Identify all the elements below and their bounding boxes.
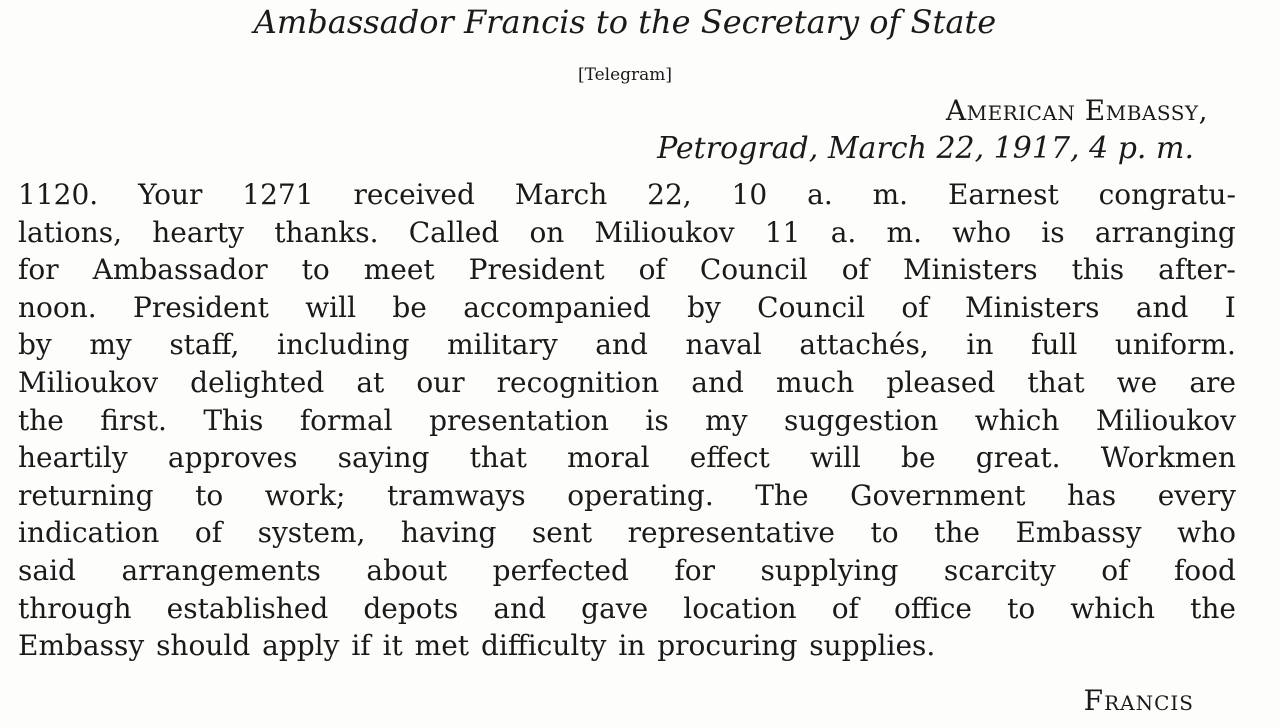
body-word: gave [581,591,649,625]
body-word: first. [100,403,167,437]
body-word: of [831,591,859,625]
body-word: m. [872,178,909,211]
sender-line: American Embassy, [945,94,1208,127]
body-word: are [1189,365,1236,399]
body-word: my [705,403,748,437]
body-word: which [1070,591,1155,625]
body-word: of [1101,553,1129,587]
body-word: for [18,253,59,287]
body-line [18,590,1236,628]
body-word: accompanied [463,290,651,324]
body-word: in [966,328,994,362]
body-word: for [674,553,715,587]
body-word: work; [264,478,346,512]
body-word: has [1067,478,1117,512]
body-word: President [468,253,605,287]
body-word: great. [975,441,1061,475]
body-word: my [89,328,132,362]
body-word: every [1157,478,1236,512]
body-word: uniform. [1114,328,1236,362]
body-word: perfected [492,553,629,587]
body-word: having [400,516,497,550]
body-word: suggestion [783,403,939,437]
body-word: system, [257,516,366,550]
body-word: presentation [429,403,609,437]
body-word: and [1135,290,1189,324]
body-word: staff, [169,328,240,362]
body-line [18,552,1236,590]
body-word: of [841,253,869,287]
body-word: to [301,253,330,287]
body-word: Ministers [964,290,1100,324]
document-type-label: [Telegram] [577,65,673,85]
body-word: the [934,516,980,550]
body-word: full [1030,328,1078,362]
body-word: 1120. [18,178,99,211]
body-word: 1271 [242,178,314,211]
body-word: Milioukov [594,215,735,249]
body-word: to [870,516,899,550]
body-word: on [529,215,565,249]
body-word: saying [337,441,430,475]
body-word: Ambassador [92,253,268,287]
body-word: and [691,365,744,399]
body-word: that [469,441,527,475]
body-word: approves [167,441,298,475]
body-word: who [1177,516,1236,550]
body-word: supplying [760,553,899,587]
body-word: 11 [764,215,801,249]
body-word: This [203,403,264,437]
dateline: Petrograd, March 22, 1917, 4 p. m. [657,131,1194,166]
body-line [18,251,1236,289]
body-word: naval [685,328,762,362]
body-word: said [18,553,76,587]
body-word: Workmen [1100,441,1236,475]
body-word: pleased [886,365,996,399]
body-word: Earnest [947,178,1059,211]
body-word: by [687,290,721,324]
body-word: arrangements [121,553,321,587]
body-word: lations, [18,215,123,249]
body-word: the [18,403,64,437]
body-word: The [755,478,809,512]
body-word: after- [1158,253,1236,287]
body-word: m. [886,215,922,249]
body-word: 10 [731,178,768,211]
body-word: Council [757,290,866,324]
body-word: to [1007,591,1036,625]
body-word: representative [627,516,835,550]
body-word: through [18,591,132,625]
body-word: operating. [567,478,714,512]
body-word: of [638,253,666,287]
body-word: that [1027,365,1085,399]
body-word: hearty [152,215,244,249]
body-word: about [366,553,448,587]
body-word: Council [699,253,808,287]
body-word: recognition [496,365,660,399]
body-word: much [775,365,855,399]
body-word: office [894,591,972,625]
body-word: Embassy [1015,516,1142,550]
body-word: Your [138,178,203,211]
body-word: heartily [18,441,128,475]
body-word: moral [567,441,650,475]
body-word: returning [18,478,154,512]
telegram-body [18,176,1236,665]
body-word: be [392,290,427,324]
body-word: Milioukov [18,365,159,399]
body-line [18,289,1236,327]
body-word: will [305,290,357,324]
body-word: Government [850,478,1026,512]
body-word: who [952,215,1012,249]
body-word: military [447,328,558,362]
body-word: including [277,328,410,362]
body-word: a. [830,215,857,249]
body-word: March [514,178,608,211]
body-word: meet [363,253,435,287]
signature: Francis [1083,684,1194,717]
body-word: by [18,328,52,362]
body-word: formal [299,403,393,437]
body-word: thanks. [274,215,379,249]
body-word: President [133,290,269,324]
body-word: effect [689,441,770,475]
body-line [18,364,1236,402]
body-line: Embassy should apply if it met difficulty in procuring supplies. [18,629,936,663]
body-line [18,402,1236,440]
body-word: the [1190,591,1236,625]
body-word: received [353,178,475,211]
body-word: our [416,365,465,399]
body-word: Called [408,215,500,249]
body-word: of [194,516,223,550]
body-line [18,214,1236,252]
body-line [18,477,1236,515]
body-line [18,326,1236,364]
body-word: a. [807,178,833,211]
body-word: scarcity [943,553,1056,587]
body-word: Milioukov [1095,403,1236,437]
body-line [18,514,1236,552]
body-word: is [645,403,669,437]
body-word: arranging [1094,215,1236,249]
body-word: indication [18,516,160,550]
body-word: depots [363,591,459,625]
body-word: tramways [386,478,526,512]
body-word: to [195,478,224,512]
body-word: is [1041,215,1065,249]
body-word: and [493,591,547,625]
body-word: established [166,591,329,625]
body-word: sent [531,516,593,550]
body-line [18,176,1236,214]
document-heading: Ambassador Francis to the Secretary of State [253,3,997,41]
body-word: we [1116,365,1158,399]
body-line [18,439,1236,477]
body-word: congratu- [1098,178,1236,211]
body-word: food [1173,553,1236,587]
body-word: delighted [190,365,325,399]
body-word: Ministers [903,253,1038,287]
body-word: location [683,591,797,625]
body-word: 22, [647,178,692,211]
body-word: noon. [18,290,97,324]
body-word: of [901,290,929,324]
body-word: be [901,441,936,475]
body-word: will [809,441,861,475]
body-word: which [974,403,1060,437]
body-word: attachés, [799,328,929,362]
body-word: at [356,365,385,399]
body-word: this [1071,253,1125,287]
body-word: and [595,328,648,362]
body-word: I [1224,290,1236,324]
